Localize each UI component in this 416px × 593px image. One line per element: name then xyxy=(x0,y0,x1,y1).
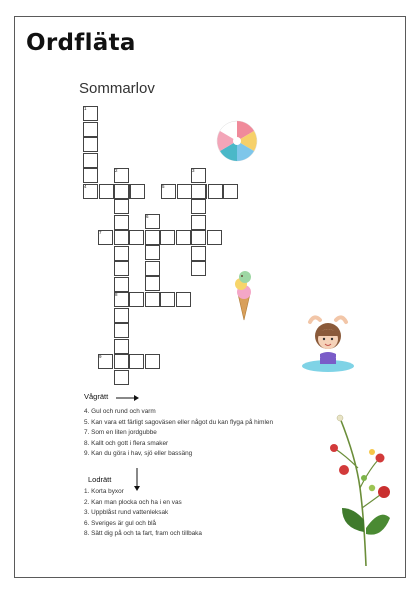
grid-cell[interactable] xyxy=(114,215,129,230)
arrow-right-icon xyxy=(116,394,140,402)
down-clue: 1. Korta byxor xyxy=(84,488,124,495)
grid-cell[interactable] xyxy=(114,199,129,214)
grid-cell[interactable] xyxy=(145,292,160,307)
swimming-girl-icon xyxy=(296,310,358,374)
grid-cell[interactable] xyxy=(145,230,160,245)
grid-cell[interactable] xyxy=(83,122,98,137)
down-clue: 3. Uppblåst rund vattenleksak xyxy=(84,509,169,516)
across-clue: 4. Gul och rund och varm xyxy=(84,408,156,415)
grid-cell[interactable] xyxy=(129,292,144,307)
grid-cell[interactable] xyxy=(223,184,238,199)
grid-cell[interactable] xyxy=(177,184,192,199)
grid-cell[interactable] xyxy=(114,277,129,292)
grid-number: 2 xyxy=(115,168,118,173)
beach-ball-icon xyxy=(216,120,258,162)
grid-cell[interactable] xyxy=(114,323,129,338)
grid-number: 1 xyxy=(84,106,87,111)
page-heading: Ordfläta xyxy=(26,30,136,56)
grid-cell[interactable] xyxy=(191,184,206,199)
grid-number: 5 xyxy=(162,184,165,189)
grid-cell[interactable] xyxy=(114,230,129,245)
grid-cell[interactable] xyxy=(130,184,145,199)
grid-cell[interactable] xyxy=(83,153,98,168)
puzzle-title: Sommarlov xyxy=(79,80,155,97)
across-clue: 7. Som en liten jordgubbe xyxy=(84,429,157,436)
grid-cell[interactable] xyxy=(207,230,222,245)
grid-number: 7 xyxy=(99,230,102,235)
grid-cell[interactable] xyxy=(191,199,206,214)
grid-cell[interactable] xyxy=(191,261,206,276)
grid-cell[interactable] xyxy=(145,245,160,260)
grid-cell[interactable] xyxy=(176,292,191,307)
down-clue: 8. Sätt dig på och ta fart, fram och tillbaka xyxy=(84,530,202,537)
grid-number: 3 xyxy=(192,168,195,173)
ice-cream-icon xyxy=(231,270,257,322)
grid-cell[interactable] xyxy=(99,184,114,199)
grid-cell[interactable] xyxy=(145,261,160,276)
down-clue: 6. Sveriges är gul och blå xyxy=(84,519,157,527)
grid-cell[interactable] xyxy=(114,354,129,369)
grid-cell[interactable] xyxy=(129,230,144,245)
grid-number: 4 xyxy=(84,184,87,189)
grid-cell[interactable] xyxy=(114,246,129,261)
across-clue: 8. Kallt och gott i flera smaker xyxy=(84,439,169,447)
down-clue: 2. Kan man plocka och ha i en vas xyxy=(84,498,182,506)
grid-cell[interactable] xyxy=(160,230,175,245)
grid-cell[interactable] xyxy=(129,354,144,369)
grid-cell[interactable] xyxy=(176,230,191,245)
grid-number: 6 xyxy=(146,214,149,219)
grid-cell[interactable] xyxy=(83,168,98,183)
grid-cell[interactable] xyxy=(145,354,160,369)
grid-cell[interactable] xyxy=(114,308,129,323)
grid-cell[interactable] xyxy=(114,339,129,354)
grid-cell[interactable] xyxy=(160,292,175,307)
across-clue: 5. Kan vara ett färligt sagoväsen eller något du kan flyga på himlen xyxy=(84,418,273,426)
grid-number: 8 xyxy=(115,292,118,297)
across-title: Vågrätt xyxy=(84,392,109,401)
strawberry-plant-icon xyxy=(320,408,396,568)
grid-cell[interactable] xyxy=(191,230,206,245)
across-clue: 9. Kan du göra i hav, sjö eller bassäng xyxy=(84,450,193,457)
down-title: Lodrätt xyxy=(88,475,112,484)
grid-cell[interactable] xyxy=(83,137,98,152)
grid-cell[interactable] xyxy=(114,261,129,276)
grid-cell[interactable] xyxy=(208,184,223,199)
arrow-down-icon xyxy=(133,468,141,492)
grid-cell[interactable] xyxy=(191,215,206,230)
grid-cell[interactable] xyxy=(114,370,129,385)
grid-number: 9 xyxy=(99,354,102,359)
grid-cell[interactable] xyxy=(145,276,160,291)
grid-cell[interactable] xyxy=(114,184,129,199)
grid-cell[interactable] xyxy=(191,246,206,261)
